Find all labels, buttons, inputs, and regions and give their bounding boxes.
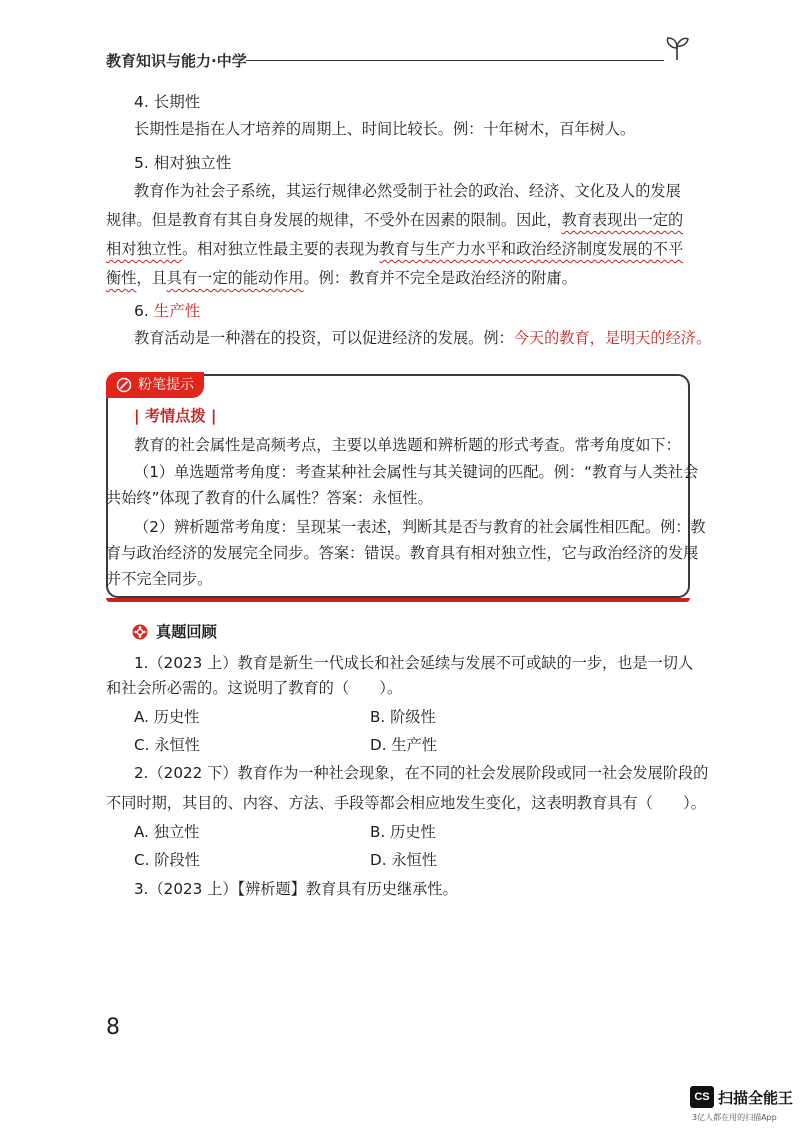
tip-line: （2）辨析题常考角度：呈现某一表述，判断其是否与教育的社会属性相匹配。例：教 xyxy=(134,518,706,536)
tip-tab xyxy=(106,372,204,398)
tip-line: 教育的社会属性是高频考点，主要以单选题和辨析题的形式考查。常考角度如下： xyxy=(134,436,681,454)
question-line: 和社会所必需的。这说明了教育的（ ）。 xyxy=(106,679,403,697)
tip-tab-label: 粉笔提示 xyxy=(138,377,194,393)
paragraph-line: 教育作为社会子系统，其运行规律必然受制于社会的政治、经济、文化及人的发展 xyxy=(134,182,681,200)
question-line: 3.（2023 上）【辨析题】教育具有历史继承性。 xyxy=(134,880,458,898)
review-title: 真题回顾 xyxy=(156,623,217,641)
text-run: 。例：教育并不完全是政治经济的附庸。 xyxy=(303,269,577,287)
header-rule xyxy=(246,60,664,61)
text-run: 教育活动是一种潜在的投资，可以促进经济的发展。例： xyxy=(134,329,514,347)
section-heading-productivity xyxy=(134,300,200,322)
answer-option: B. 历史性 xyxy=(370,823,436,841)
page-number: 8 xyxy=(106,1015,120,1040)
running-title: 教育知识与能力·中学 xyxy=(106,52,247,70)
emphasis-underline: 具有一定的能动作用 xyxy=(166,269,304,287)
paragraph-line xyxy=(106,267,577,289)
emphasis-underline: 相对独立性 xyxy=(106,240,182,258)
flower-icon xyxy=(132,624,148,640)
sprout-icon xyxy=(664,36,690,60)
paragraph-long-term: 长期性是指在人才培养的周期上、时间比较长。例：十年树木，百年树人。 xyxy=(134,120,636,138)
tip-subheading: | 考情点拨 | xyxy=(134,407,217,425)
heading-keyword: 生产性 xyxy=(153,302,201,320)
text-run: 规律。但是教育有其自身发展的规律，不受外在因素的限制。因此， xyxy=(106,211,562,229)
pencil-circle-icon xyxy=(116,377,132,393)
heading-number: 6. xyxy=(134,302,154,320)
answer-option: C. 永恒性 xyxy=(134,736,200,754)
tip-line: 育与政治经济的发展完全同步。答案：错误。教育具有相对独立性，它与政治经济的发展 xyxy=(106,544,699,562)
paragraph-line xyxy=(106,238,683,260)
paragraph-productivity xyxy=(134,327,711,349)
section-heading-relative-independence: 5. 相对独立性 xyxy=(134,154,232,172)
emphasis-underline: 衡性 xyxy=(106,269,137,287)
answer-option: D. 永恒性 xyxy=(370,851,437,869)
answer-option: A. 历史性 xyxy=(134,708,200,726)
emphasis-underline: 教育表现出一定的 xyxy=(561,211,684,229)
watermark-tagline: 3亿人都在用的扫描App xyxy=(692,1113,777,1122)
paragraph-line xyxy=(106,209,683,231)
camscanner-logo: CS xyxy=(690,1086,714,1108)
text-run: 。相对独立性最主要的表现为 xyxy=(181,240,380,258)
emphasis-underline: 教育与生产力水平和政治经济制度发展的不平 xyxy=(379,240,684,258)
question-line: 不同时期，其目的、内容、方法、手段等都会相应地发生变化，这表明教育具有（ ）。 xyxy=(106,794,706,812)
answer-option: B. 阶级性 xyxy=(370,708,436,726)
question-line: 1.（2023 上）教育是新生一代成长和社会延续与发展不可或缺的一步，也是一切人 xyxy=(134,654,694,672)
answer-option: A. 独立性 xyxy=(134,823,200,841)
tip-line: 共始终”体现了教育的什么属性？答案：永恒性。 xyxy=(106,489,433,507)
text-run: ，且 xyxy=(136,269,167,287)
highlighted-quote: 今天的教育，是明天的经济。 xyxy=(513,329,712,347)
section-heading-long-term: 4. 长期性 xyxy=(134,93,201,111)
tip-line: 并不完全同步。 xyxy=(106,570,213,588)
tip-line: （1）单选题常考角度：考查某种社会属性与其关键词的匹配。例：“教育与人类社会 xyxy=(134,463,699,481)
answer-option: C. 阶段性 xyxy=(134,851,200,869)
watermark-name: 扫描全能王 xyxy=(718,1089,794,1107)
question-line: 2.（2022 下）教育作为一种社会现象，在不同的社会发展阶段或同一社会发展阶段的 xyxy=(134,764,709,782)
answer-option: D. 生产性 xyxy=(370,736,437,754)
